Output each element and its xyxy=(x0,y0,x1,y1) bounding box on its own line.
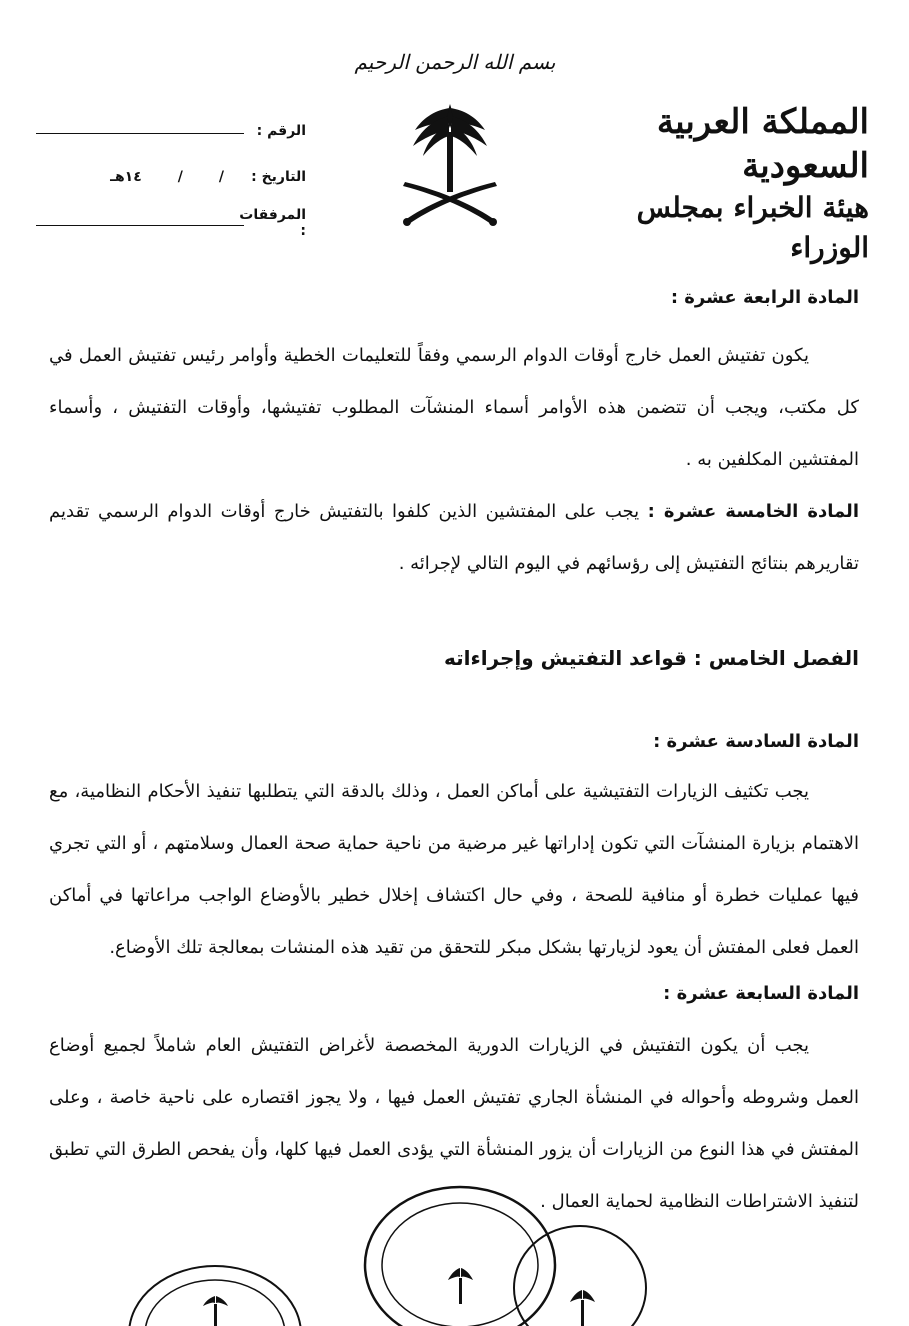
article-16-text: يجب تكثيف الزيارات التفتيشية على أماكن العمل ، وذلك بالدقة التي يتطلبها تنفيذ الأحكام النظامية، مع الاهتمام بزيارة المنشآت التي تكون إداراتها غير مرضية من ناحية حماية صحة العمال وسلامتهم ، أو التي تجري فيها عمليات خطرة أو منافية للصحة ، وفي حال اكتشاف إخلال خطير بالأوضاع الواجب مراعاتها في أماكن العمل فعلى المفتش أن يعود لزيارتها بشكل مبكر للتحقق من تقيد هذه المنشات بمعالجة تلك الأوضاع. xyxy=(49,781,859,958)
article-14-text: يكون تفتيش العمل خارج أوقات الدوام الرسمي وفقاً للتعليمات الخطية وأوامر رئيس تفتيش العمل في كل مكتب، ويجب أن تتضمن هذه الأوامر أسماء المنشآت المطلوب تفتيشها، وأوقات التفتيش ، وأسماء المفتشين المكلفين به . xyxy=(49,345,859,470)
article-17-title: المادة السابعة عشرة : xyxy=(663,983,859,1004)
official-stamp-right xyxy=(360,1180,650,1326)
official-stamp-left xyxy=(125,1262,305,1326)
org-name: المملكة العربية السعودية xyxy=(656,102,869,186)
ref-date-label: التاريخ : xyxy=(251,169,306,185)
palm-swords-emblem-icon xyxy=(395,98,505,238)
article-17-text: يجب أن يكون التفتيش في الزيارات الدورية المخصصة لأغراض التفتيش العام شاملاً لجميع أوضاع العمل وشروطه وأحواله في المنشأة الجاري تفتيش العمل فيها ، ولا يجوز اقتصاره على ناحية خاصة ، وعلى المفتش في هذا النوع من الزيارات أن يزور المنشأة التي يؤدى العمل فيها كلها، وأن يفحص الطرق التي تطبق لتنفيذ الاشتراطات النظامية لحماية العمال . xyxy=(49,1035,859,1212)
basmala: بسم الله الرحمن الرحيم xyxy=(354,50,556,74)
article-16-title: المادة السادسة عشرة : xyxy=(653,731,859,752)
reference-block xyxy=(36,108,306,246)
article-15 xyxy=(49,486,859,590)
ref-date-value xyxy=(36,169,244,185)
org-department: هيئة الخبراء بمجلس الوزراء xyxy=(636,191,869,264)
letterhead-org xyxy=(569,100,869,268)
ref-attachments-row xyxy=(36,200,306,246)
ref-number-row xyxy=(36,108,306,154)
ref-number-line xyxy=(36,132,244,134)
article-15-title: المادة الخامسة عشرة : xyxy=(647,501,859,522)
chapter-title: الفصل الخامس : قواعد التفتيش وإجراءاته xyxy=(443,646,859,670)
date-separator: / xyxy=(177,169,183,185)
date-suffix: ١٤هـ xyxy=(110,169,142,185)
date-separator: / xyxy=(218,169,224,185)
ref-date-row xyxy=(36,154,306,200)
ref-attachments-line xyxy=(36,224,244,226)
document-body xyxy=(49,278,859,1228)
ref-attachments-label: المرفقات : xyxy=(239,207,306,239)
ref-number-label: الرقم : xyxy=(256,123,306,139)
article-15-text: يجب على المفتشين الذين كلفوا بالتفتيش خارج أوقات الدوام الرسمي تقديم تقاريرهم بنتائج التفتيش إلى رؤسائهم في اليوم التالي لإجرائه . xyxy=(49,501,859,574)
article-14-title: المادة الرابعة عشرة : xyxy=(670,287,859,308)
